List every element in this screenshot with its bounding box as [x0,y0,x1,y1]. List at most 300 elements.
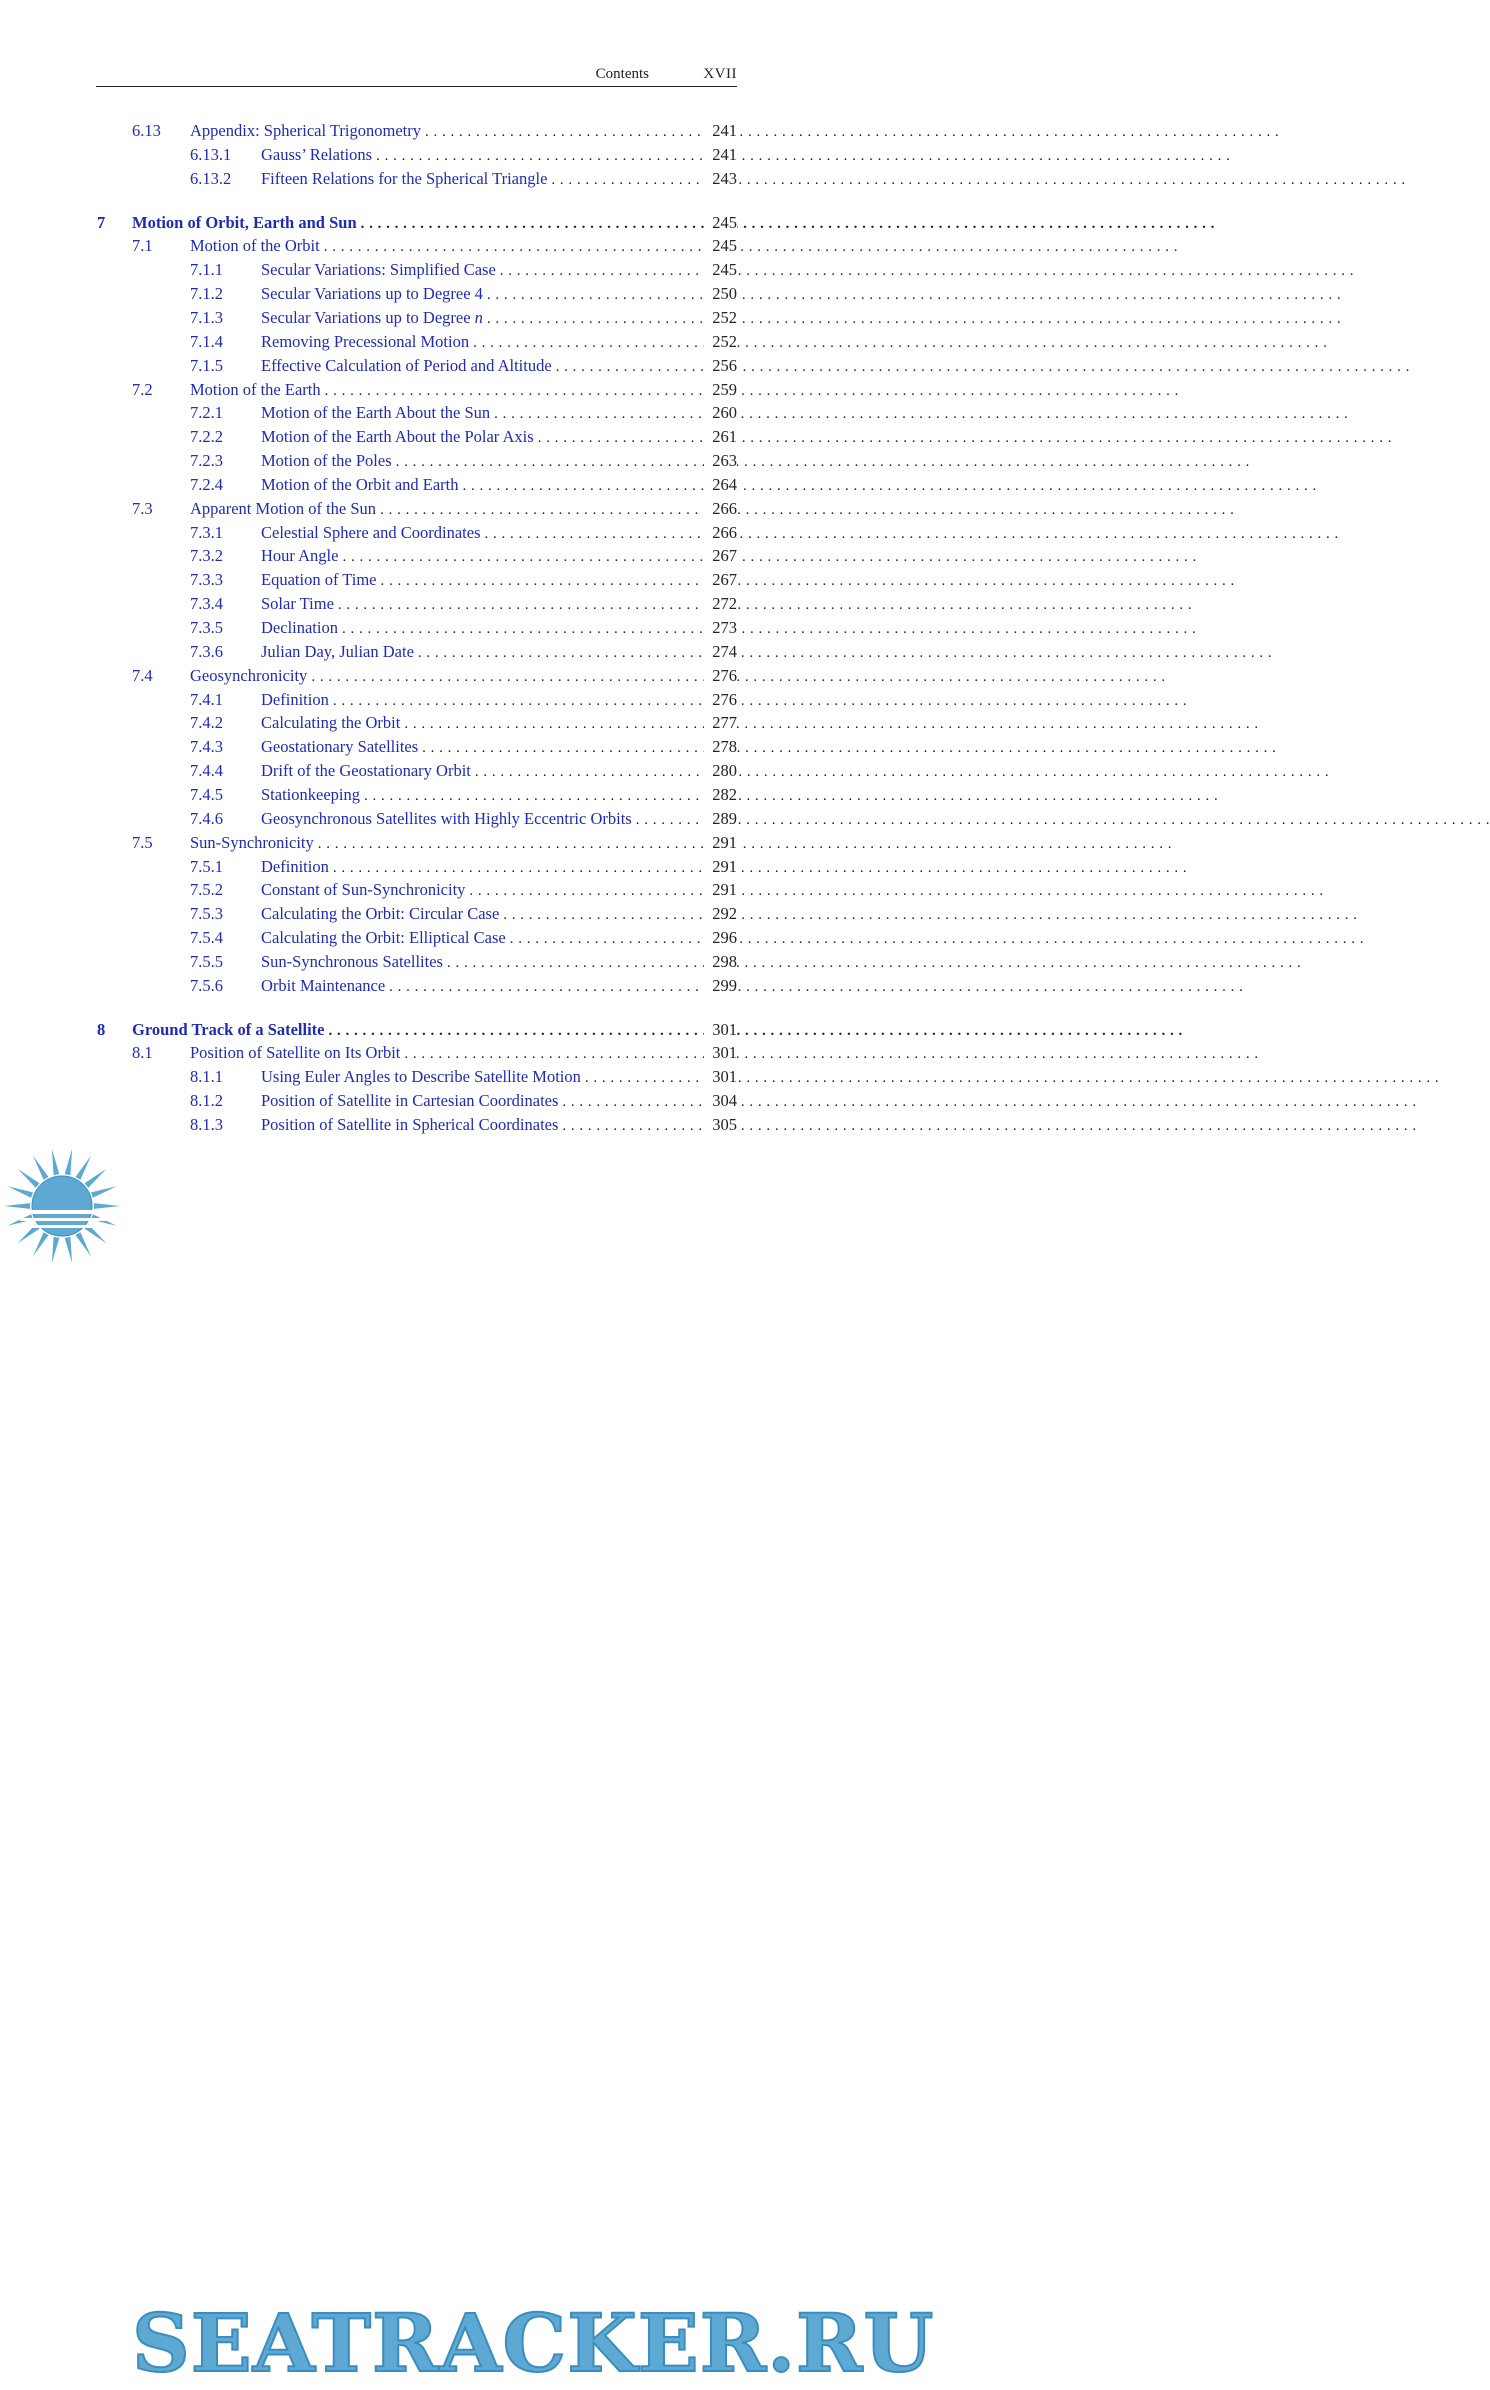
entry-title-text: Appendix: Spherical Trigonometry [190,121,421,140]
entry-leader [261,330,706,354]
entry-title-text: Motion of the Orbit and Earth [261,474,459,494]
toc-subsection-entry[interactable] [0,425,837,449]
entry-leader [190,831,706,855]
entry-leader [261,855,706,879]
entry-title [261,592,338,616]
entry-page-number: 252 [704,330,737,354]
entry-leader [261,783,706,807]
entry-title [261,855,333,879]
entry-number: 7.5.6 [190,975,223,995]
entry-page-number: 301 [704,1018,737,1042]
toc-subsection-entry[interactable] [0,688,837,712]
entry-page-number: 266 [704,521,737,545]
dot-leader [364,784,1218,808]
entry-leader [261,807,706,831]
entry-title [190,664,311,688]
dot-leader [494,402,1348,426]
entry-title-text: Constant of Sun-Synchronicity [261,880,466,900]
entry-leader [261,711,706,735]
entry-title-text: Sun-Synchronicity [190,832,314,852]
toc-subsection-entry[interactable] [0,855,837,879]
dot-leader [329,1019,1183,1043]
entry-title-text: Motion of the Earth About the Polar Axis [261,427,534,447]
entry-title [261,568,381,592]
entry-page-number: 280 [704,759,737,783]
dot-leader [503,903,1357,927]
entry-number: 7.2 [132,379,153,399]
dot-leader [469,879,1323,903]
entry-leader [261,878,706,902]
dot-leader [361,212,1215,236]
dot-leader [556,355,1410,379]
entry-title [261,1065,585,1089]
toc-subsection-entry[interactable] [0,568,837,592]
entry-page-number: 245 [704,211,737,235]
entry-number: 7.2.3 [190,451,223,471]
running-head [96,64,737,87]
entry-page-number: 250 [704,282,737,306]
entry-number: 6.13.2 [190,168,232,188]
dot-leader [636,808,1490,832]
entry-title-text: Solar Time [261,594,334,614]
entry-title [261,926,510,950]
entry-page-number: 245 [704,234,737,258]
entry-page-number: 252 [704,306,737,330]
toc-chapter-entry[interactable] [0,1018,837,1042]
entry-leader [190,234,706,258]
toc-subsection-entry[interactable] [0,1113,837,1137]
entry-page-number: 256 [704,354,737,378]
entry-number: 8.1 [132,1043,153,1063]
dot-leader [487,307,1341,331]
entry-page-number: 261 [704,425,737,449]
dot-leader [324,235,1178,259]
entry-number: 7.4.6 [190,808,223,828]
entry-title [261,950,447,974]
toc-subsection-entry[interactable] [0,282,837,306]
entry-number: 7.5.5 [190,951,223,971]
entry-title-text: Effective Calculation of Period and Altitude [261,355,552,375]
entry-title [261,143,376,167]
entry-page-number: 267 [704,544,737,568]
entry-number: 7.1.5 [190,355,223,375]
entry-number: 6.13.1 [190,144,232,164]
entry-title [190,378,325,402]
entry-title-text: Motion of the Orbit [190,236,320,256]
entry-title [132,211,361,235]
entry-leader [132,211,706,235]
entry-number: 7.1.4 [190,331,223,351]
entry-title-text: Calculating the Orbit [261,713,401,733]
entry-leader [261,306,706,330]
entry-title-text: Removing Precessional Motion [261,331,470,351]
entry-number: 8.1.3 [190,1115,223,1134]
entry-page-number: 282 [704,783,737,807]
toc-section-entry[interactable] [0,497,837,521]
entry-title-text: Stationkeeping [261,784,360,804]
entry-title [261,640,418,664]
entry-page-number: 243 [704,167,737,191]
toc-subsection-entry[interactable] [0,878,837,902]
entry-title-text: Celestial Sphere and Coordinates [261,522,481,542]
entry-page-number: 259 [704,378,737,402]
entry-number: 7.5.4 [190,928,223,948]
toc-section-entry[interactable] [0,119,837,143]
entry-page-number: 276 [704,664,737,688]
entry-title [261,878,469,902]
toc-chapter-entry[interactable] [0,211,837,235]
dot-leader [404,712,1258,736]
entry-number: 7.3.5 [190,618,223,637]
entry-title-text: Equation of Time [261,570,377,590]
dot-leader [325,379,1179,403]
entry-title-text: Secular Variations: Simplified Case [261,260,496,280]
entry-title [261,473,463,497]
toc-subsection-entry[interactable] [0,735,837,759]
entry-title-text: Motion of the Poles [261,451,392,471]
entry-page-number: 276 [704,688,737,712]
entry-leader [261,1089,706,1113]
dot-leader [485,522,1339,546]
entry-title [261,688,333,712]
toc-subsection-entry[interactable] [0,330,837,354]
entry-title [261,330,473,354]
toc-subsection-entry[interactable] [0,926,837,950]
sun-ray [33,1156,49,1180]
entry-title [261,544,342,568]
entry-title-text: Motion of the Earth [190,379,321,399]
entry-page-number: 278 [704,735,737,759]
sun-ray [52,1237,59,1263]
toc-subsection-entry[interactable] [0,544,837,568]
entry-title [261,759,475,783]
entry-page-number: 264 [704,473,737,497]
entry-leader [261,974,706,998]
entry-leader [261,167,706,191]
entry-title [261,783,364,807]
entry-title-text: Orbit Maintenance [261,975,386,995]
entry-title [261,807,636,831]
entry-number: 7.1.1 [190,260,223,280]
entry-title [261,902,503,926]
entry-page-number: 296 [704,926,737,950]
sun-ray [91,1186,117,1198]
toc-subsection-entry[interactable] [0,592,837,616]
entry-title [132,1018,329,1042]
entry-number: 7.3.4 [190,594,223,614]
entry-number: 7.1.3 [190,307,223,327]
entry-title-text: Gauss’ Relations [261,144,373,164]
dot-leader [425,120,1279,144]
entry-leader [132,1018,706,1042]
entry-number: 7.2.4 [190,474,223,494]
entry-page-number: 304 [704,1089,737,1113]
sun-ray [8,1186,34,1198]
entry-leader [190,1041,706,1065]
entry-number: 7.3.1 [190,522,223,542]
entry-number: 7.4.2 [190,713,223,733]
entry-leader [261,473,706,497]
entry-number: 7.4.5 [190,784,223,804]
entry-number: 7.2.2 [190,427,223,447]
dot-leader [551,168,1405,192]
entry-title-text: Calculating the Orbit: Circular Case [261,904,500,924]
dot-leader [333,689,1187,713]
dot-leader [473,331,1327,355]
entry-leader [261,688,706,712]
toc-subsection-entry[interactable] [0,306,837,330]
dot-leader [463,474,1317,498]
sun-logo-icon [0,1140,130,1269]
sun-ray [18,1169,40,1188]
dot-leader [538,426,1392,450]
entry-page-number: 305 [704,1113,737,1137]
entry-leader [261,926,706,950]
entry-title [190,234,324,258]
entry-title [261,167,551,191]
dot-leader [562,1114,1416,1138]
entry-title-text: Definition [261,689,329,709]
entry-leader [190,378,706,402]
entry-leader [261,759,706,783]
dot-leader [404,1042,1258,1066]
entry-leader [261,1113,706,1137]
running-head-page-number: XVII [703,66,737,82]
toc-subsection-entry[interactable] [0,783,837,807]
entry-page-number: 291 [704,878,737,902]
entry-leader [261,950,706,974]
dot-leader [389,975,1243,999]
entry-title [261,711,404,735]
entry-number: 7.4.3 [190,737,223,757]
entry-title [261,735,422,759]
entry-leader [261,354,706,378]
entry-page-number: 291 [704,855,737,879]
entry-title [190,1041,404,1065]
dot-leader [500,259,1354,283]
entry-page-number: 277 [704,711,737,735]
entry-title-text: Using Euler Angles to Describe Satellite Motion [261,1067,581,1087]
entry-number: 7 [97,212,106,232]
dot-leader [447,951,1301,975]
entry-title-text: Secular Variations up to Degree [261,307,475,327]
toc-subsection-entry[interactable] [0,1089,837,1113]
entry-number: 7.5 [132,832,153,852]
entry-page-number: 298 [704,950,737,974]
entry-page-number: 245 [704,258,737,282]
toc-section-entry[interactable] [0,1041,837,1065]
entry-number: 6.13 [132,121,161,140]
entry-page-number: 291 [704,831,737,855]
entry-page-number: 299 [704,974,737,998]
entry-leader [261,1065,706,1089]
entry-leader [261,568,706,592]
toc-subsection-entry[interactable] [0,449,837,473]
toc-subsection-entry[interactable] [0,974,837,998]
entry-number: 7.1.2 [190,284,223,304]
dot-leader [381,569,1235,593]
entry-page-number: 273 [704,616,737,640]
dot-leader [562,1090,1416,1114]
entry-page-number: 274 [704,640,737,664]
dot-leader [376,144,1230,168]
sun-ray [75,1156,91,1180]
entry-title-text: Position of Satellite in Cartesian Coordinates [261,1091,559,1111]
entry-title [261,354,556,378]
dot-leader [311,665,1165,689]
dot-leader [422,736,1276,760]
entry-page-number: 241 [704,119,737,143]
entry-number: 7.3.2 [190,546,223,566]
entry-number: 7.3 [132,498,153,518]
entry-title-math: n [474,307,483,327]
entry-title-text: Sun-Synchronous Satellites [261,951,443,971]
sun-ray [65,1237,72,1263]
toc-subsection-entry[interactable] [0,616,837,640]
entry-title-text: Ground Track of a Satellite [132,1019,325,1039]
entry-number: 7.4.1 [190,689,223,709]
running-head-title: Contents [595,66,649,82]
toc-subsection-entry[interactable] [0,521,837,545]
entry-title [261,401,494,425]
entry-title-text: Calculating the Orbit: Elliptical Case [261,928,506,948]
toc-section-entry[interactable] [0,831,837,855]
entry-leader [261,449,706,473]
entry-leader [261,425,706,449]
toc-subsection-entry[interactable] [0,640,837,664]
entry-leader [261,282,706,306]
sun-ray [52,1149,59,1175]
dot-leader [380,498,1234,522]
entry-title-text: Motion of Orbit, Earth and Sun [132,212,357,232]
entry-title-text: Declination [261,618,338,637]
entry-number: 7.4.4 [190,761,223,781]
entry-page-number: 260 [704,401,737,425]
dot-leader [418,641,1272,665]
entry-number: 7.2.1 [190,403,223,423]
entry-title [261,449,396,473]
entry-leader [261,640,706,664]
entry-leader [261,544,706,568]
entry-title-text: Apparent Motion of the Sun [190,498,377,518]
entry-page-number: 267 [704,568,737,592]
toc-section-entry[interactable] [0,378,837,402]
dot-leader [338,593,1192,617]
entry-leader [261,521,706,545]
entry-number: 7.5.1 [190,856,223,876]
entry-leader [261,258,706,282]
entry-leader [261,401,706,425]
entry-leader [261,143,706,167]
entry-number: 7.3.6 [190,641,223,661]
entry-title-text: Hour Angle [261,546,339,566]
entry-title-text: Position of Satellite in Spherical Coordinates [261,1115,559,1134]
toc-subsection-entry[interactable] [0,711,837,735]
entry-number: 8 [97,1019,106,1039]
entry-leader [190,664,706,688]
entry-title [261,282,487,306]
toc-subsection-entry[interactable] [0,473,837,497]
entry-number: 8.1.2 [190,1091,223,1111]
sun-ray [85,1169,107,1188]
entry-page-number: 272 [704,592,737,616]
entry-number: 7.5.2 [190,880,223,900]
entry-number: 7.1 [132,236,153,256]
entry-title-text: Fifteen Relations for the Spherical Triangle [261,168,548,188]
entry-page-number: 292 [704,902,737,926]
entry-page-number: 266 [704,497,737,521]
entry-title [261,425,538,449]
entry-title [190,831,318,855]
dot-leader [342,545,1196,569]
dot-leader [510,927,1364,951]
dot-leader [396,450,1250,474]
sun-ray [94,1203,120,1209]
entry-page-number: 241 [704,143,737,167]
entry-leader [261,735,706,759]
entry-title [261,1089,562,1113]
toc-subsection-entry[interactable] [0,167,837,191]
entry-title [190,119,425,143]
entry-leader [261,616,706,640]
toc-subsection-entry[interactable] [0,258,837,282]
toc-subsection-entry[interactable] [0,1065,837,1089]
toc-subsection-entry[interactable] [0,950,837,974]
entry-title [261,258,500,282]
entry-page-number: 263 [704,449,737,473]
watermark-text: SEATRACKER.RU [132,2296,935,2390]
dot-leader [333,856,1187,880]
toc-subsection-entry[interactable] [0,401,837,425]
entry-number: 8.1.1 [190,1067,223,1087]
entry-title [190,497,380,521]
entry-number: 7.3.3 [190,570,223,590]
entry-page-number: 301 [704,1065,737,1089]
toc-subsection-entry[interactable] [0,354,837,378]
entry-leader [261,902,706,926]
entry-number: 7.4 [132,665,153,685]
dot-leader [318,832,1172,856]
entry-number: 7.5.3 [190,904,223,924]
entry-title [261,1113,562,1137]
entry-title-text: Geosynchronicity [190,665,308,685]
sun-ray [4,1203,30,1209]
sun-ray [65,1149,72,1175]
entry-title [261,521,485,545]
toc-subsection-entry[interactable] [0,807,837,831]
entry-title-text: Position of Satellite on Its Orbit [190,1043,401,1063]
toc-subsection-entry[interactable] [0,143,837,167]
dot-leader [487,283,1341,307]
entry-title-text: Geosynchronous Satellites with Highly Eccentric Orbits [261,808,632,828]
entry-title-text: Motion of the Earth About the Sun [261,403,491,423]
entry-title-text: Drift of the Geostationary Orbit [261,761,471,781]
entry-leader [190,119,706,143]
toc-section-entry[interactable] [0,234,837,258]
toc-subsection-entry[interactable] [0,759,837,783]
sun-ray [75,1232,91,1256]
toc-section-entry[interactable] [0,664,837,688]
toc-subsection-entry[interactable] [0,902,837,926]
dot-leader [342,617,1196,641]
entry-title [261,974,389,998]
entry-title-text: Geostationary Satellites [261,737,419,757]
sun-ray [33,1232,49,1256]
entry-title-text: Definition [261,856,329,876]
entry-leader [190,497,706,521]
entry-title-text: Secular Variations up to Degree 4 [261,284,483,304]
dot-leader [475,760,1329,784]
